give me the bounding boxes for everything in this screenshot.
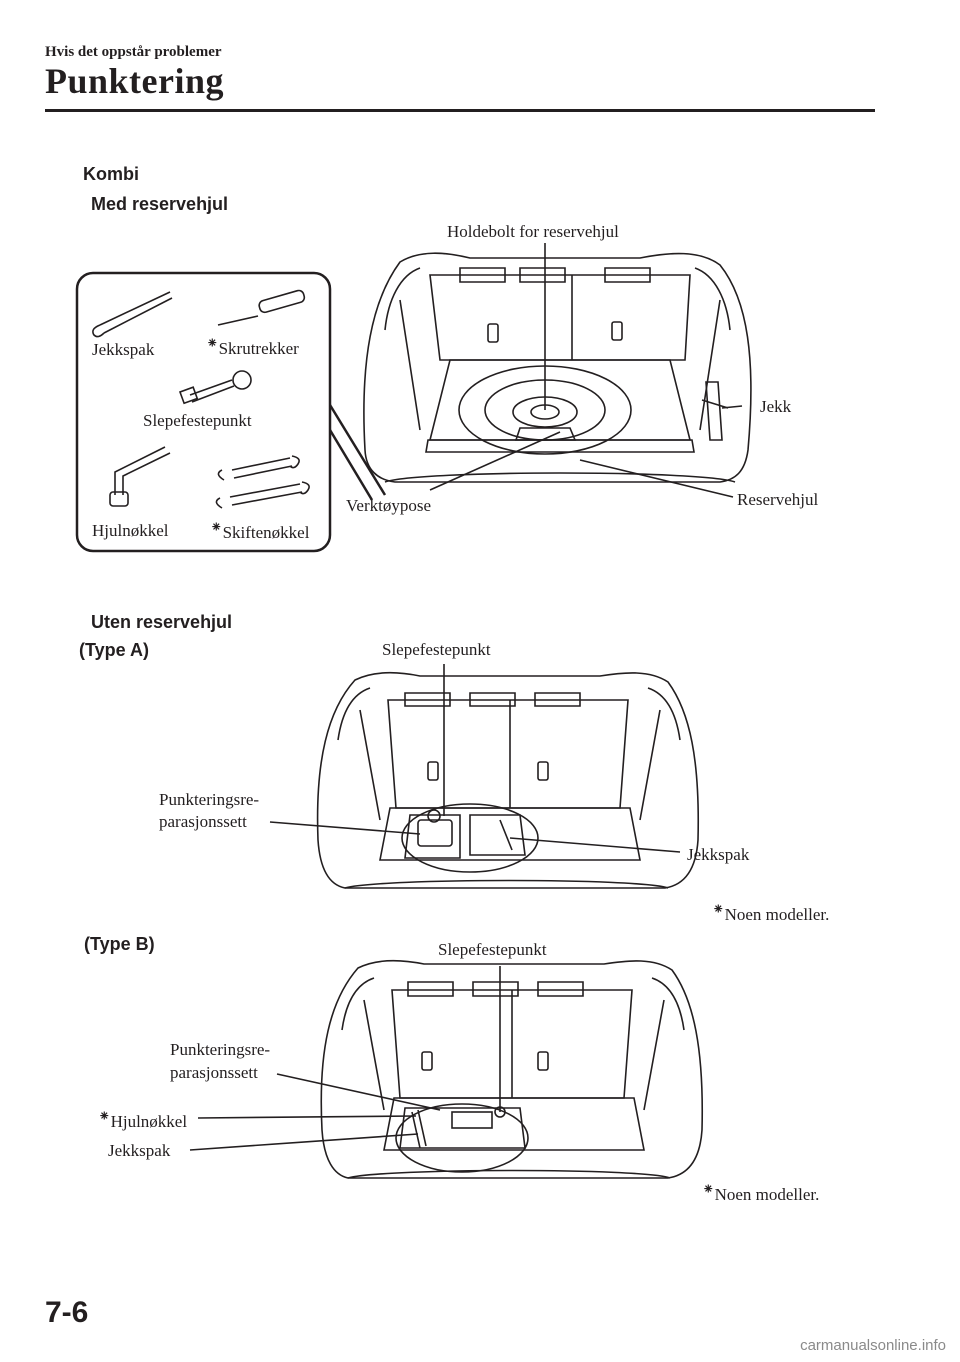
label-verktoypose: Verktøypose (346, 496, 431, 515)
label-a-punktering-1: Punkteringsre- (159, 790, 260, 809)
label-a-jekkspak: Jekkspak (687, 845, 750, 864)
label-jekkspak: Jekkspak (92, 340, 155, 359)
label-slepefestepunkt: Slepefestepunkt (143, 411, 252, 430)
heading-type-a: (Type A) (79, 640, 149, 660)
page-number: 7-6 (45, 1296, 89, 1329)
note-b: ⁕Noen modeller. (702, 1182, 820, 1204)
label-skrutrekker: ⁕Skrutrekker (206, 336, 299, 358)
breadcrumb: Hvis det oppstår problemer (45, 44, 222, 60)
label-skiftenokkel: ⁕Skiftenøkkel (210, 520, 310, 542)
note-marker-icon: ⁕ (702, 1182, 715, 1198)
label-holdebolt: Holdebolt for reservehjul (447, 222, 619, 241)
label-a-punktering-2: parasjonssett (159, 812, 247, 831)
label-b-punktering-1: Punkteringsre- (170, 1040, 271, 1059)
page-title: Punktering (45, 61, 225, 101)
label-jekk: Jekk (760, 397, 792, 416)
note-marker-icon: ⁕ (712, 902, 725, 918)
note-marker-icon: ⁕ (206, 336, 219, 352)
watermark: carmanualsonline.info (800, 1337, 946, 1354)
note-marker-icon: ⁕ (210, 520, 223, 536)
note-a: ⁕Noen modeller. (712, 902, 830, 924)
label-b-slepefestepunkt: Slepefestepunkt (438, 940, 547, 959)
heading-type-b: (Type B) (84, 934, 155, 954)
heading-uten-reservehjul: Uten reservehjul (91, 612, 233, 632)
label-b-hjulnokkel: ⁕Hjulnøkkel (98, 1109, 188, 1131)
label-b-punktering-2: parasjonssett (170, 1063, 258, 1082)
label-hjulnokkel: Hjulnøkkel (92, 521, 169, 540)
heading-med-reservehjul: Med reservehjul (91, 194, 229, 214)
label-b-jekkspak: Jekkspak (108, 1141, 171, 1160)
label-reservehjul: Reservehjul (737, 490, 819, 509)
label-a-slepefestepunkt: Slepefestepunkt (382, 640, 491, 659)
note-marker-icon: ⁕ (98, 1109, 111, 1125)
heading-kombi: Kombi (83, 164, 139, 184)
